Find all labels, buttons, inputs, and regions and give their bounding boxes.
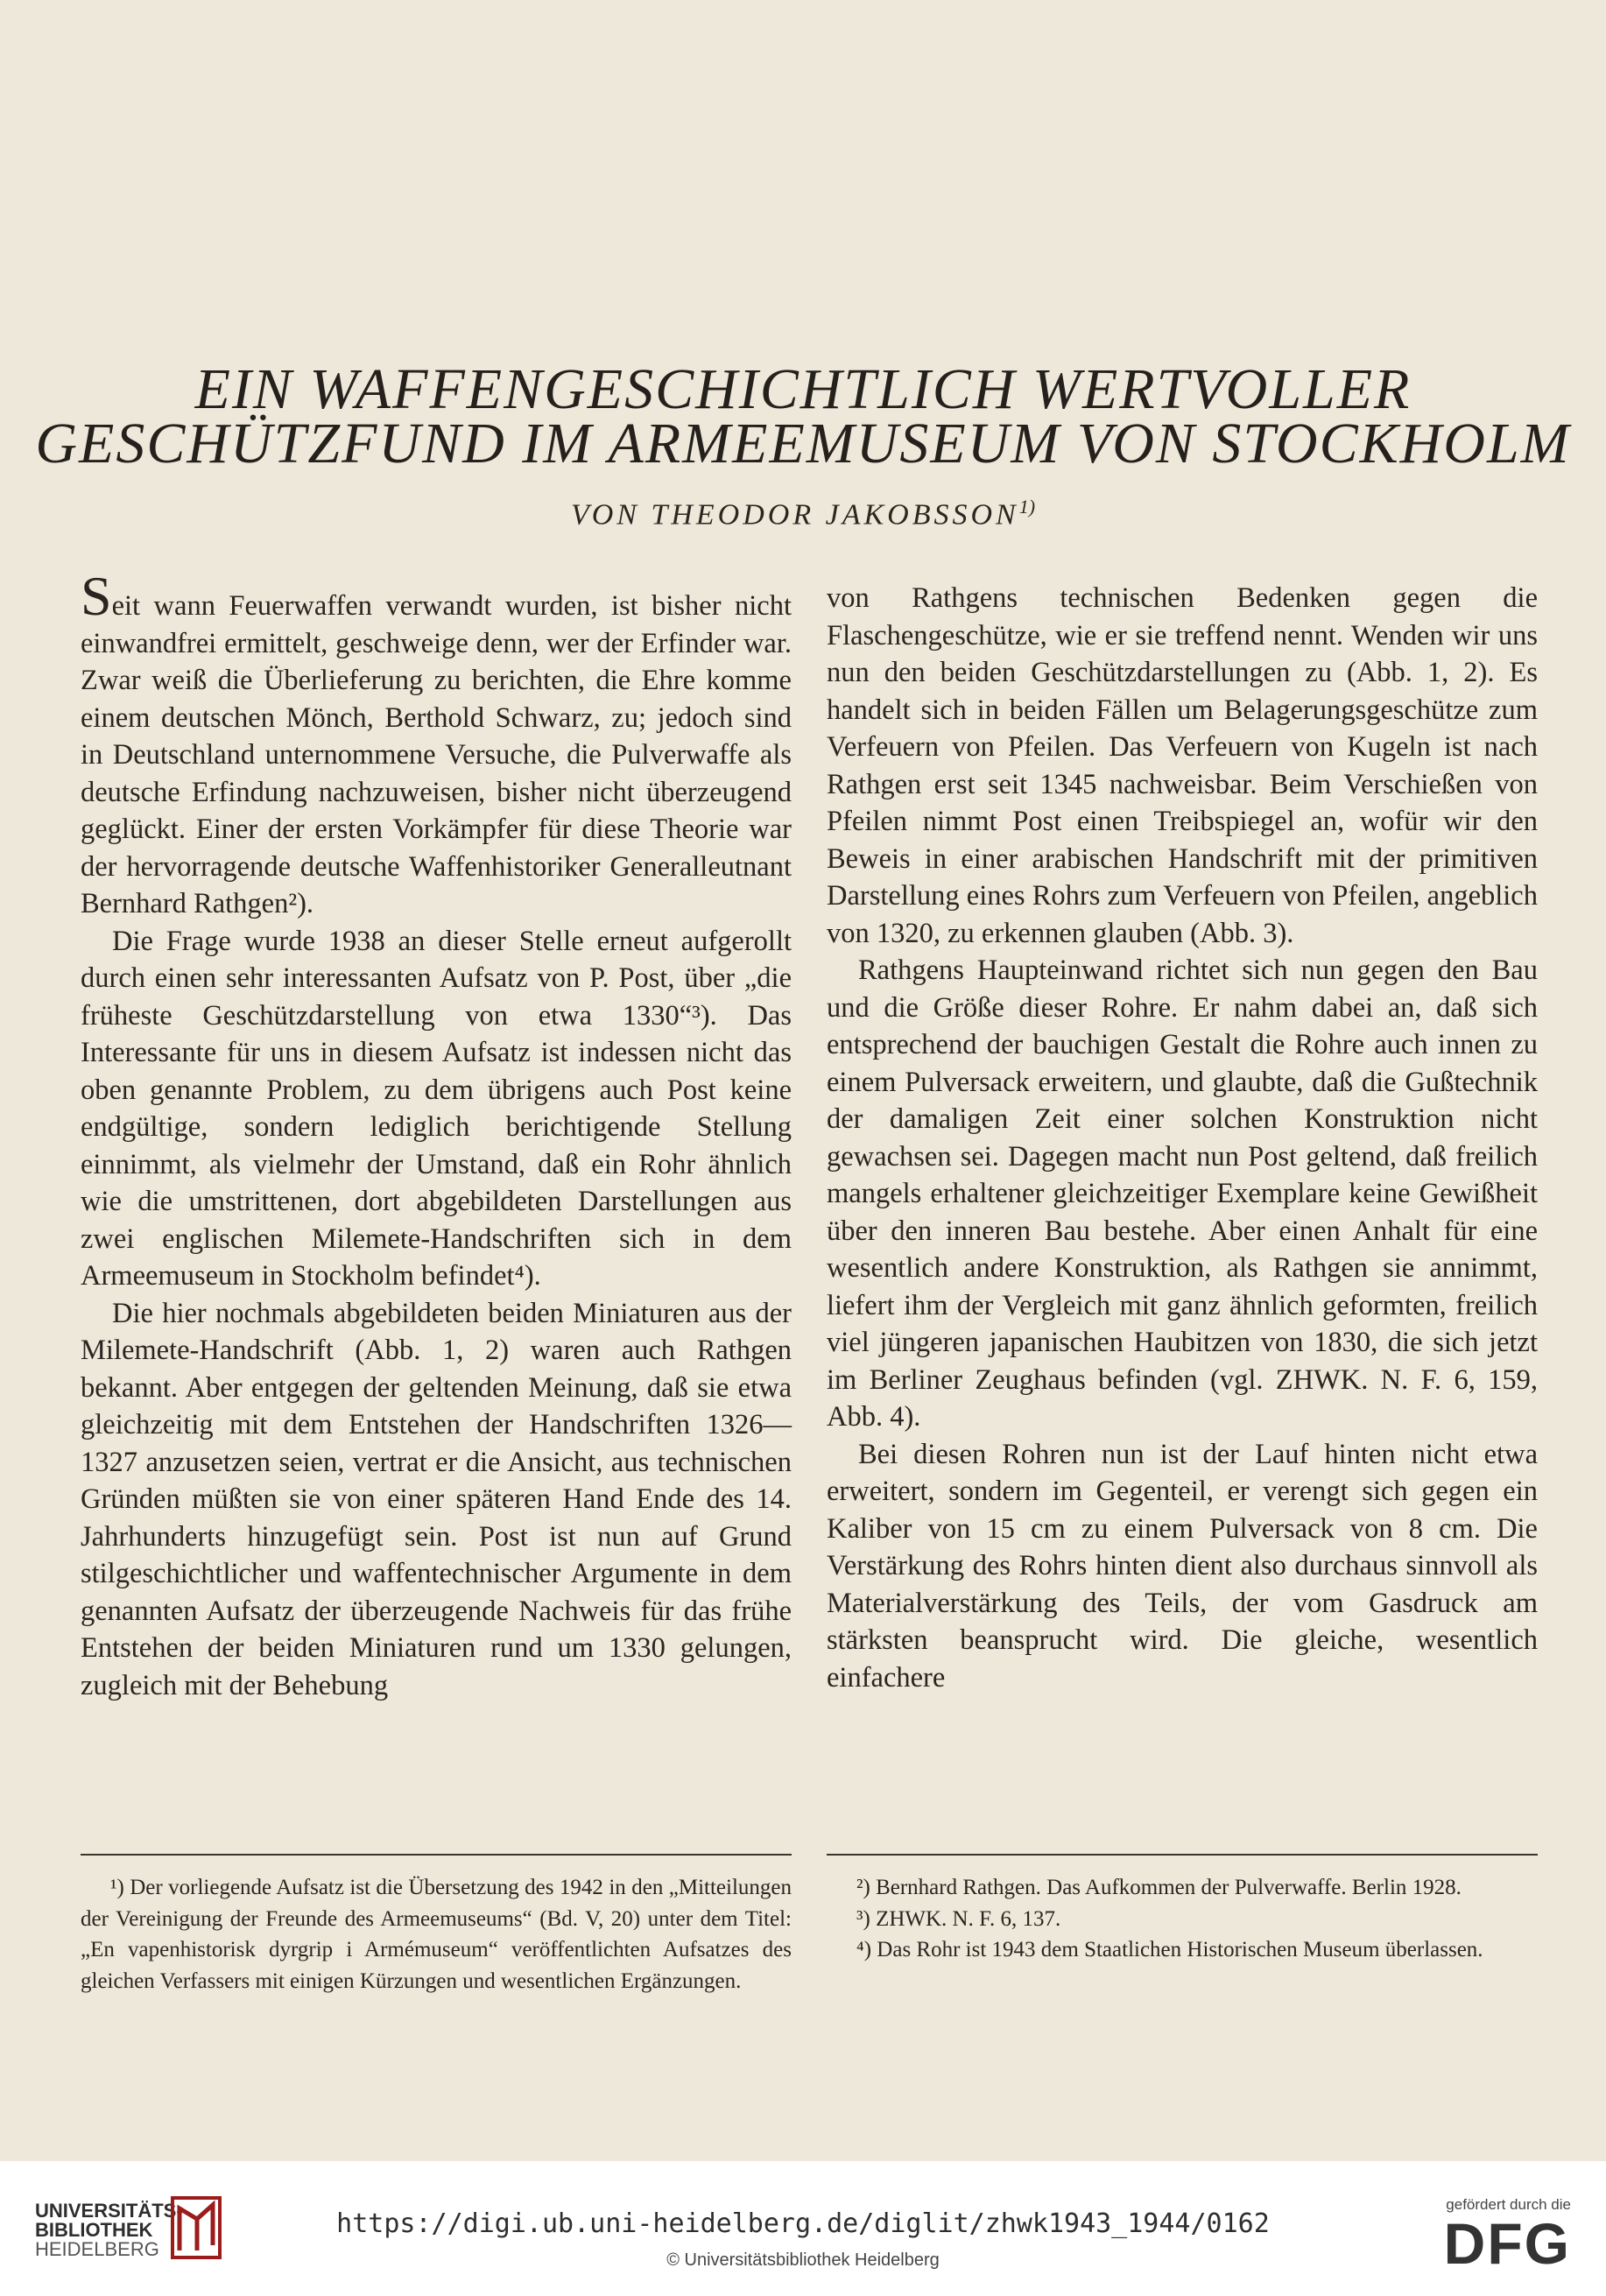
viewer-footer — [0, 2161, 1606, 2296]
article-title-line-1: EIN WAFFENGESCHICHTLICH WERTVOLLER — [194, 357, 1412, 421]
library-name-line-1: UNIVERSITÄTS- — [35, 2200, 183, 2222]
paragraph: Rathgens Haupteinwand richtet sich nun gegen den Bau und die Größe dieser Rohre. Er nahm dabei an, daß sich entsprechend der bauchigen Gestalt die Rohre auch innen zu einem Pulversack erweitern, und glaubte, daß die Gußtechnik der damaligen Zeit einer solchen Konstruktion nicht gewachsen sei. Dagegen macht nun Post geltend, daß freilich mangels erhaltener gleichzeitiger Exemplare keine Gewißheit über den inneren Bau bestehe. Aber einen Anhalt für eine wesentlich andere Konstruktion, als Rathgen sie annimmt, liefert ihm der Vergleich mit ganz ähnlich geformten, freilich viel jüngeren japanischen Haubitzen von 1830, die sich jetzt im Berliner Zeughaus befinden (vgl. ZHWK. N. F. 6, 159, Abb. 4). — [827, 954, 1538, 1433]
paragraph: Die hier nochmals abgebildeten beiden Miniaturen aus der Milemete-Handschrift (Abb. 1, 2) waren auch Rathgen bekannt. Aber entgegen der geltenden Meinung, daß sie etwa gleichzeitig mit dem Entstehen der Handschriften 1326—1327 anzusetzen seien, vertrat er die Ansicht, aus technischen Gründen müßten sie von einer späteren Hand Ende des 14. Jahrhunderts hinzugefügt sein. Post ist nun auf Grund stilgeschichtlicher und waffentechnischer Argumente in dem genannten Aufsatz der überzeugende Nachweis für das frühe Entstehen der beiden Miniaturen rund um 1330 gelungen, zugleich mit der Behebung — [81, 1297, 792, 1701]
right-text-column — [827, 580, 1538, 1696]
footnotes-left — [81, 1872, 792, 1997]
author-byline — [0, 496, 1606, 532]
paragraph: Bei diesen Rohren nun ist der Lauf hinten nicht etwa erweitert, sondern im Gegenteil, er verengt sich gegen ein Kaliber von 15 cm zu einem Pulversack von 8 cm. Die Verstärkung des Rohrs hinten dient also durchaus sinnvoll als Materialverstärkung des Teils, der vom Gasdruck am stärksten beansprucht wird. Die gleiche, wesentlich einfachere — [827, 1438, 1538, 1694]
article-title-line-2: GESCHÜTZFUND IM ARMEEMUSEUM VON STOCKHOLM — [35, 412, 1571, 475]
paragraph: von Rathgens technischen Bedenken gegen die Flaschengeschütze, wie er sie treffend nennt. Wenden wir uns nun den beiden Geschützdarstellungen zu (Abb. 1, 2). Es handelt sich in beiden Fällen um Belagerungsgeschütze zum Verfeuern von Pfeilen. Das Verfeuern von Kugeln ist nach Rathgen erst seit 1345 nachweisbar. Beim Verschießen von Pfeilen nimmt Post einen Treibspiegel an, wofür wir den Beweis in einer arabischen Handschrift mit der primitiven Darstellung eines Rohrs zum Verfeuern von Pfeilen, angeblich von 1320, zu erkennen glauben (Abb. 3). — [827, 582, 1538, 949]
footnote: ⁴) Das Rohr ist 1943 dem Staatlichen Historischen Museum überlassen. — [856, 1938, 1483, 1961]
funder-logo[interactable] — [1443, 2196, 1571, 2276]
funder-note: gefördert durch die — [1446, 2196, 1571, 2213]
footnote: ³) ZHWK. N. F. 6, 137. — [856, 1906, 1061, 1931]
drop-cap: S — [81, 565, 112, 627]
dfg-logo-text: DFG — [1443, 2211, 1571, 2276]
footnote-divider — [827, 1854, 1538, 1856]
footnote: ¹) Der vorliegende Aufsatz ist die Übersetzung des 1942 in den „Mitteilungen der Vereinigung der Freunde des Armeemuseums“ (Bd. V, 20) unter dem Titel: „En vapenhistorisk dyrgrip i Armémuseum“ veröffentlichten Aufsatzes des gleichen Verfassers mit einigen Kürzungen und wesentlichen Ergänzungen. — [81, 1876, 792, 1993]
library-name-line-2: BIBLIOTHEK — [35, 2219, 153, 2241]
footnote: ²) Bernhard Rathgen. Das Aufkommen der Pulverwaffe. Berlin 1928. — [856, 1876, 1462, 1899]
copyright-notice: © Universitätsbibliothek Heidelberg — [666, 2250, 940, 2270]
paragraph: Die Frage wurde 1938 an dieser Stelle erneut aufgerollt durch einen sehr interessanten Aufsatz von P. Post, über „die früheste Geschützdarstellung von etwa 1330“³). Das Interessante für uns in diesem Aufsatz ist indessen nicht das oben genannte Problem, zu dem übrigens auch Post keine endgültige, sondern lediglich berichtigende Stellung einnimmt, als vielmehr der Umstand, daß ein Rohr ähnlich wie die umstrittenen, dort abgebildeten Darstellungen aus zwei englischen Milemete-Handschriften sich in dem Armeemuseum in Stockholm befindet⁴). — [81, 925, 792, 1292]
paragraph: Seit wann Feuerwaffen verwandt wurden, ist bisher nicht einwandfrei ermittelt, geschweige denn, wer der Erfinder war. Zwar weiß die Überlieferung zu berichten, die Ehre komme einem deutschen Mönch, Berthold Schwarz, zu; jedoch sind in Deutschland unternommene Versuche, die Pulverwaffe als deutsche Erfindung nachzuweisen, bisher nicht überzeugend geglückt. Einer der ersten Vorkämpfer für diese Theorie war der hervorragende deutsche Waffenhistoriker Generalleutnant Bernhard Rathgen²). — [81, 565, 792, 919]
author-name: VON THEODOR JAKOBSSON — [570, 498, 1019, 532]
library-name-line-3: HEIDELBERG — [35, 2238, 159, 2260]
page-permalink[interactable]: https://digi.ub.uni-heidelberg.de/diglit/zhwk1943_1944/0162 — [336, 2208, 1270, 2239]
left-text-column — [81, 565, 792, 1704]
byline-footnote-mark: 1) — [1018, 496, 1036, 518]
footnote-divider — [81, 1854, 792, 1856]
footnotes-right — [827, 1872, 1538, 1966]
